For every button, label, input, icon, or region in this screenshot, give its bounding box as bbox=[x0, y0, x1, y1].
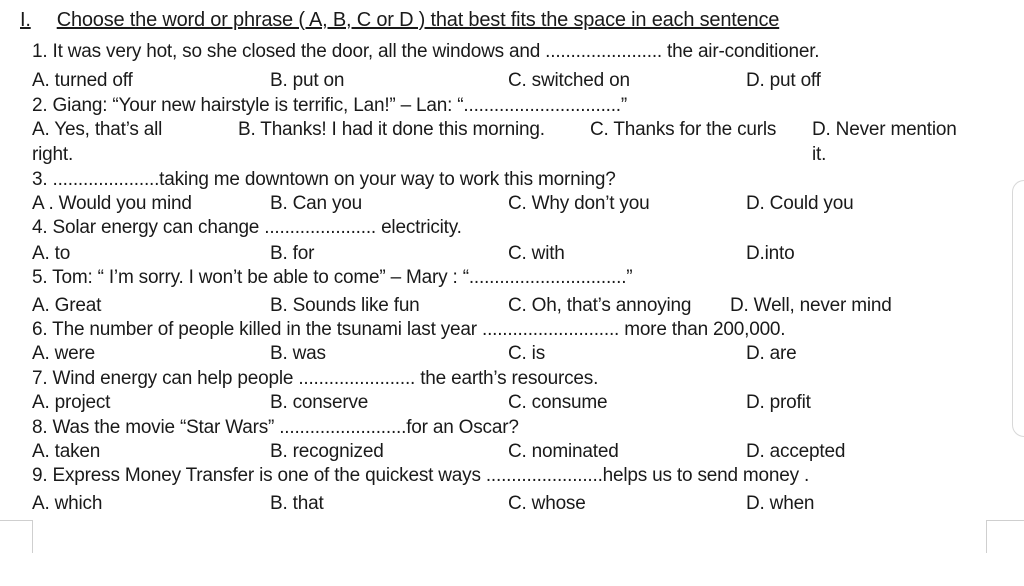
option-a[interactable]: A. taken bbox=[32, 441, 101, 462]
option-c[interactable]: C. Thanks for the curls bbox=[590, 119, 777, 140]
question-stem: 7. Wind energy can help people ....................... the earth’s resources. bbox=[32, 368, 599, 389]
option-d[interactable]: D. put off bbox=[746, 70, 821, 91]
option-d[interactable]: D. accepted bbox=[746, 441, 846, 462]
question-stem: 3. .....................taking me downtown on your way to work this morning? bbox=[32, 169, 616, 190]
page-corner-mark-left bbox=[0, 520, 33, 553]
option-d[interactable]: D. profit bbox=[746, 392, 811, 413]
option-a[interactable]: A. project bbox=[32, 392, 111, 413]
option-a-continuation: right. bbox=[32, 144, 74, 165]
option-b[interactable]: B. was bbox=[270, 343, 326, 364]
option-b[interactable]: B. conserve bbox=[270, 392, 369, 413]
option-a[interactable]: A. which bbox=[32, 493, 103, 514]
option-c[interactable]: C. whose bbox=[508, 493, 586, 514]
option-a[interactable]: A. Yes, that’s all bbox=[32, 119, 163, 140]
option-b[interactable]: B. put on bbox=[270, 70, 345, 91]
option-a[interactable]: A. to bbox=[32, 243, 71, 264]
option-c[interactable]: C. Oh, that’s annoying bbox=[508, 295, 692, 316]
option-b[interactable]: B. recognized bbox=[270, 441, 384, 462]
option-d-continuation: it. bbox=[812, 144, 827, 165]
option-c[interactable]: C. Why don’t you bbox=[508, 193, 650, 214]
option-c[interactable]: C. with bbox=[508, 243, 565, 264]
page-corner-mark-right bbox=[986, 520, 1024, 553]
option-a[interactable]: A. turned off bbox=[32, 70, 133, 91]
question-stem: 1. It was very hot, so she closed the door, all the windows and ....................... the air-conditioner. bbox=[32, 41, 820, 62]
option-b[interactable]: B. Can you bbox=[270, 193, 362, 214]
question-stem: 6. The number of people killed in the tsunami last year ........................... more than 200,000. bbox=[32, 319, 786, 340]
option-d[interactable]: D. Never mention bbox=[812, 119, 957, 140]
option-a[interactable]: A. were bbox=[32, 343, 96, 364]
option-d[interactable]: D. Well, never mind bbox=[730, 295, 892, 316]
question-stem: 9. Express Money Transfer is one of the quickest ways .......................helps us to send money . bbox=[32, 465, 810, 486]
question-stem: 8. Was the movie “Star Wars” .........................for an Oscar? bbox=[32, 417, 519, 438]
option-c[interactable]: C. consume bbox=[508, 392, 608, 413]
section-number: I. bbox=[20, 9, 31, 31]
option-b[interactable]: B. for bbox=[270, 243, 315, 264]
question-stem: 5. Tom: “ I’m sorry. I won’t be able to come” – Mary : “...............................” bbox=[32, 267, 633, 288]
option-b[interactable]: B. Thanks! I had it done this morning. bbox=[238, 119, 545, 140]
page-edge-bracket bbox=[1012, 180, 1024, 437]
section-instruction: Choose the word or phrase ( A, B, C or D ) that best fits the space in each sentence bbox=[56, 9, 780, 31]
option-d[interactable]: D. when bbox=[746, 493, 815, 514]
question-stem: 2. Giang: “Your new hairstyle is terrific, Lan!” – Lan: “...............................” bbox=[32, 95, 628, 116]
option-d[interactable]: D. are bbox=[746, 343, 797, 364]
option-c[interactable]: C. nominated bbox=[508, 441, 619, 462]
option-b[interactable]: B. Sounds like fun bbox=[270, 295, 420, 316]
section-heading bbox=[20, 8, 779, 32]
option-a[interactable]: A. Great bbox=[32, 295, 102, 316]
option-d[interactable]: D.into bbox=[746, 243, 795, 264]
option-d[interactable]: D. Could you bbox=[746, 193, 854, 214]
option-b[interactable]: B. that bbox=[270, 493, 324, 514]
option-a[interactable]: A . Would you mind bbox=[32, 193, 192, 214]
question-stem: 4. Solar energy can change ...................... electricity. bbox=[32, 217, 462, 238]
option-c[interactable]: C. is bbox=[508, 343, 546, 364]
option-c[interactable]: C. switched on bbox=[508, 70, 630, 91]
